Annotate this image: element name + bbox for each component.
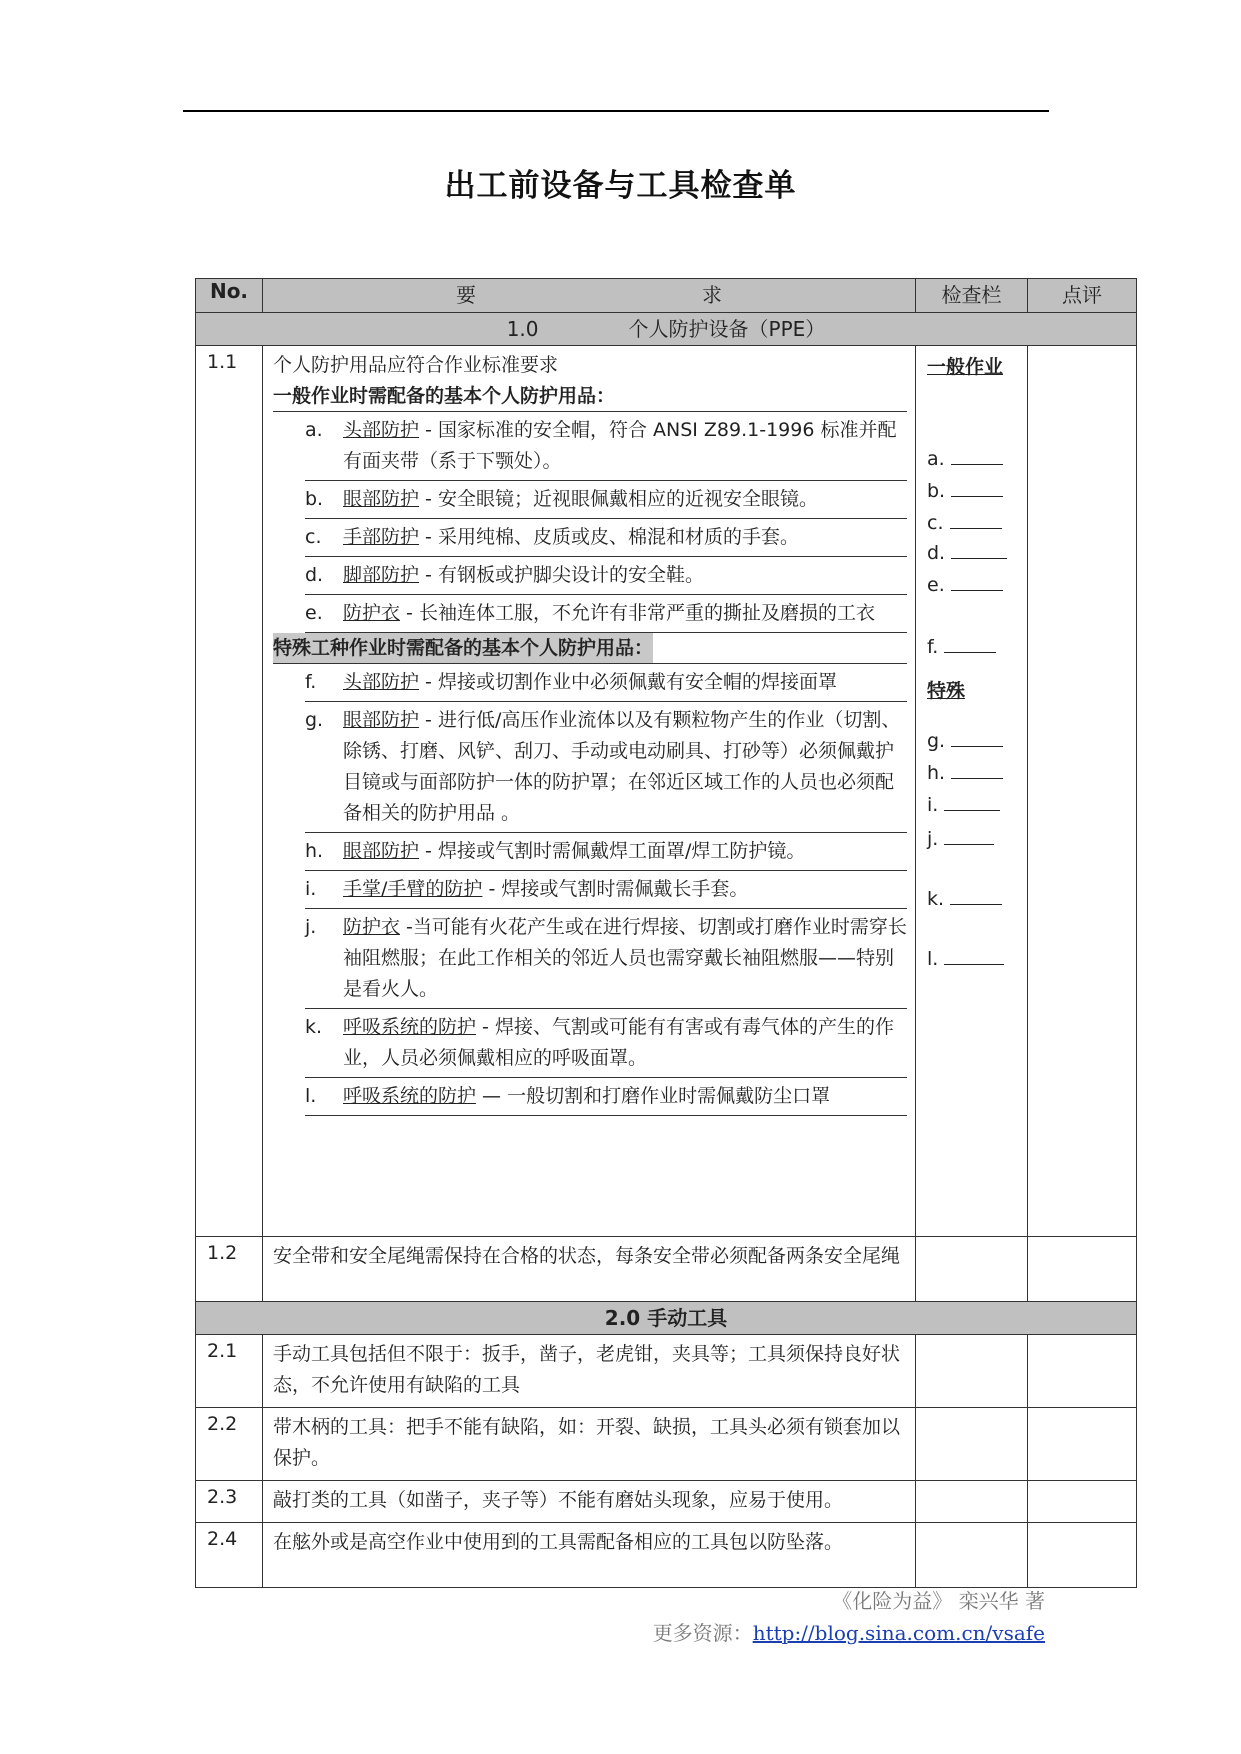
item-description: - 进行低/高压作业流体以及有颗粒物产生的作业（切割、除锈、打磨、风铲、刮刀、手动或电动刷具、打砂等）必须佩戴护目镜或与面部防护一体的防护罩；在邻近区域工作的人员也必须配备相关的防护用品 。 (343, 709, 901, 824)
section-row-ppe (196, 313, 1137, 346)
row-number: 1.1 (196, 346, 263, 1237)
check-blank[interactable] (951, 572, 1003, 591)
row-number: 2.2 (196, 1408, 263, 1481)
check-line[interactable] (927, 792, 1000, 816)
item-description: - 焊接或切割作业中必须佩戴有安全帽的焊接面罩 (419, 671, 837, 693)
comment-cell[interactable] (1028, 1408, 1137, 1481)
item-letter: h. (305, 840, 324, 862)
list-item (305, 1078, 907, 1116)
item-name: 防护衣 (343, 916, 401, 938)
item-text (343, 484, 907, 515)
special-items (305, 664, 907, 1116)
item-name: 手部防护 (343, 526, 420, 548)
list-item (305, 412, 907, 481)
header-requirement (263, 279, 916, 313)
row-number: 2.1 (196, 1335, 263, 1408)
requirement-text: 手动工具包括但不限于：扳手，凿子，老虎钳，夹具等；工具须保持良好状态，不允许使用有缺陷的工具 (263, 1335, 916, 1408)
table-header-row (196, 279, 1137, 313)
table-row (196, 1481, 1137, 1523)
check-letter: c. (927, 512, 944, 534)
check-blank[interactable] (951, 728, 1003, 747)
item-text (343, 1012, 907, 1074)
header-rule (183, 110, 1049, 112)
header-no: No. (196, 279, 263, 313)
requirement-text: 带木柄的工具：把手不能有缺陷，如：开裂、缺损，工具头必须有锁套加以保护。 (263, 1408, 916, 1481)
item-description: - 焊接或气割时需佩戴长手套。 (482, 878, 749, 900)
item-text (343, 522, 907, 553)
comment-cell[interactable] (1028, 346, 1137, 1237)
item-text (343, 705, 907, 829)
check-blank[interactable] (944, 826, 994, 845)
item-name: 防护衣 (343, 602, 401, 624)
section-label: 个人防护设备（PPE） (628, 317, 826, 341)
item-letter: b. (305, 488, 324, 510)
item-letter: j. (305, 916, 317, 938)
comment-cell[interactable] (1028, 1335, 1137, 1408)
header-req-b: 求 (702, 283, 722, 307)
check-letter: i. (927, 794, 939, 816)
item-letter: c. (305, 526, 322, 548)
row-intro: 个人防护用品应符合作业标准要求 (273, 354, 559, 376)
check-line[interactable] (927, 946, 1004, 970)
check-blank[interactable] (951, 540, 1007, 559)
requirement-cell (263, 346, 916, 1237)
list-item (305, 664, 907, 702)
item-text (343, 560, 907, 591)
footer-resources (653, 1617, 1045, 1646)
header-req-a: 要 (456, 283, 476, 307)
section-number: 1.0 (506, 317, 539, 341)
item-name: 手掌/手臂的防护 (343, 878, 483, 900)
list-item (305, 519, 907, 557)
requirement-text: 在舷外或是高空作业中使用到的工具需配备相应的工具包以防坠落。 (263, 1523, 916, 1588)
list-item (305, 909, 907, 1009)
check-cell[interactable] (916, 1237, 1028, 1302)
item-letter: i. (305, 878, 317, 900)
list-item (305, 871, 907, 909)
table-row (196, 1335, 1137, 1408)
check-line[interactable] (927, 886, 1002, 910)
check-line[interactable] (927, 572, 1003, 596)
check-letter: h. (927, 762, 946, 784)
section-label: 2.0 手动工具 (196, 1302, 1137, 1335)
item-description: - 焊接、气割或可能有有害或有毒气体的产生的作业，人员必须佩戴相应的呼吸面罩。 (343, 1016, 894, 1069)
list-item (305, 595, 907, 633)
item-letter: d. (305, 564, 324, 586)
special-heading: 特殊工种作业时需配备的基本个人防护用品： (273, 633, 653, 663)
check-blank[interactable] (944, 946, 1004, 965)
item-text (343, 874, 907, 905)
check-letter: a. (927, 448, 945, 470)
item-letter: k. (305, 1016, 323, 1038)
page-title: 出工前设备与工具检查单 (444, 168, 797, 204)
item-text (343, 836, 907, 867)
check-blank[interactable] (944, 634, 996, 653)
item-letter: f. (305, 671, 317, 693)
check-blank[interactable] (951, 478, 1003, 497)
special-heading-wrap (273, 633, 907, 664)
check-line[interactable] (927, 478, 1003, 502)
check-cell (916, 346, 1028, 1237)
checklist-table (195, 278, 1137, 1588)
check-blank[interactable] (950, 510, 1002, 529)
item-name: 呼吸系统的防护 (343, 1016, 477, 1038)
check-line[interactable] (927, 728, 1003, 752)
check-letter: l. (927, 948, 939, 970)
table-row (196, 1237, 1137, 1302)
item-name: 眼部防护 (343, 709, 420, 731)
check-blank[interactable] (951, 446, 1003, 465)
item-letter: e. (305, 602, 323, 624)
check-letter: d. (927, 542, 946, 564)
comment-cell[interactable] (1028, 1481, 1137, 1523)
item-name: 呼吸系统的防护 (343, 1085, 477, 1107)
item-name: 头部防护 (343, 419, 420, 441)
item-name: 头部防护 (343, 671, 420, 693)
check-letter: e. (927, 574, 945, 596)
header-check: 检查栏 (916, 279, 1028, 313)
list-item (305, 833, 907, 871)
check-line[interactable] (927, 510, 1002, 534)
item-text (343, 1081, 907, 1112)
table-row (196, 1408, 1137, 1481)
check-line[interactable] (927, 540, 1007, 564)
check-blank[interactable] (950, 886, 1002, 905)
check-blank[interactable] (944, 792, 1000, 811)
comment-cell[interactable] (1028, 1523, 1137, 1588)
row-number: 2.3 (196, 1481, 263, 1523)
check-cell[interactable] (916, 1523, 1028, 1588)
table-row (196, 1523, 1137, 1588)
item-description: - 安全眼镜；近视眼佩戴相应的近视安全眼镜。 (419, 488, 818, 510)
section-row-hand-tools (196, 1302, 1137, 1335)
item-name: 眼部防护 (343, 488, 420, 510)
general-heading: 一般作业时需配备的基本个人防护用品： (273, 381, 907, 412)
list-item (305, 702, 907, 833)
list-item (305, 1009, 907, 1078)
requirement-text: 安全带和安全尾绳需保持在合格的状态，每条安全带必须配备两条安全尾绳 (263, 1237, 916, 1302)
check-line[interactable] (927, 760, 1003, 784)
check-letter: j. (927, 828, 939, 850)
check-line[interactable] (927, 826, 994, 850)
requirement-text: 敲打类的工具（如凿子，夹子等）不能有磨姑头现象，应易于使用。 (263, 1481, 916, 1523)
check-general-label: 一般作业 (927, 356, 1004, 378)
row-number: 1.2 (196, 1237, 263, 1302)
check-letter: b. (927, 480, 946, 502)
item-text (343, 415, 907, 477)
item-description: -当可能有火花产生或在进行焊接、切割或打磨作业时需穿长袖阻燃服；在此工作相关的邻近人员也需穿戴长袖阻燃服——特别是看火人。 (343, 916, 907, 1000)
check-blank[interactable] (951, 760, 1003, 779)
footer-more-label: 更多资源： (652, 1621, 753, 1645)
item-name: 眼部防护 (343, 840, 420, 862)
header-comment: 点评 (1028, 279, 1137, 313)
item-letter: g. (305, 709, 324, 731)
item-description: - 有钢板或护脚尖设计的安全鞋。 (419, 564, 704, 586)
check-line[interactable] (927, 446, 1003, 470)
list-item (305, 557, 907, 595)
item-description: - 国家标准的安全帽，符合 ANSI Z89.1-1996 标准并配有面夹带（系于下颚处）。 (343, 419, 897, 472)
check-cell[interactable] (916, 1408, 1028, 1481)
check-cell[interactable] (916, 1481, 1028, 1523)
item-text (343, 912, 907, 1005)
item-letter: a. (305, 419, 323, 441)
footer-link[interactable]: http://blog.sina.com.cn/vsafe (752, 1621, 1045, 1645)
comment-cell[interactable] (1028, 1237, 1137, 1302)
item-letter: l. (305, 1085, 317, 1107)
item-description: - 焊接或气割时需佩戴焊工面罩/焊工防护镜。 (419, 840, 806, 862)
row-number: 2.4 (196, 1523, 263, 1588)
table-row (196, 346, 1137, 1237)
check-line[interactable] (927, 634, 996, 658)
item-text (343, 667, 907, 698)
check-letter: f. (927, 636, 939, 658)
item-text (343, 598, 907, 629)
check-letter: k. (927, 888, 945, 910)
check-cell[interactable] (916, 1335, 1028, 1408)
check-special-label: 特殊 (927, 680, 966, 702)
list-item (305, 481, 907, 519)
general-items (305, 412, 907, 633)
item-description: - 采用纯棉、皮质或皮、棉混和材质的手套。 (419, 526, 799, 548)
check-letter: g. (927, 730, 946, 752)
item-description: — 一般切割和打磨作业时需佩戴防尘口罩 (476, 1085, 831, 1107)
item-name: 脚部防护 (343, 564, 420, 586)
footer-book: 《化险为益》 栾兴华 著 (832, 1589, 1045, 1613)
item-description: - 长袖连体工服，不允许有非常严重的撕扯及磨损的工衣 (400, 602, 875, 624)
